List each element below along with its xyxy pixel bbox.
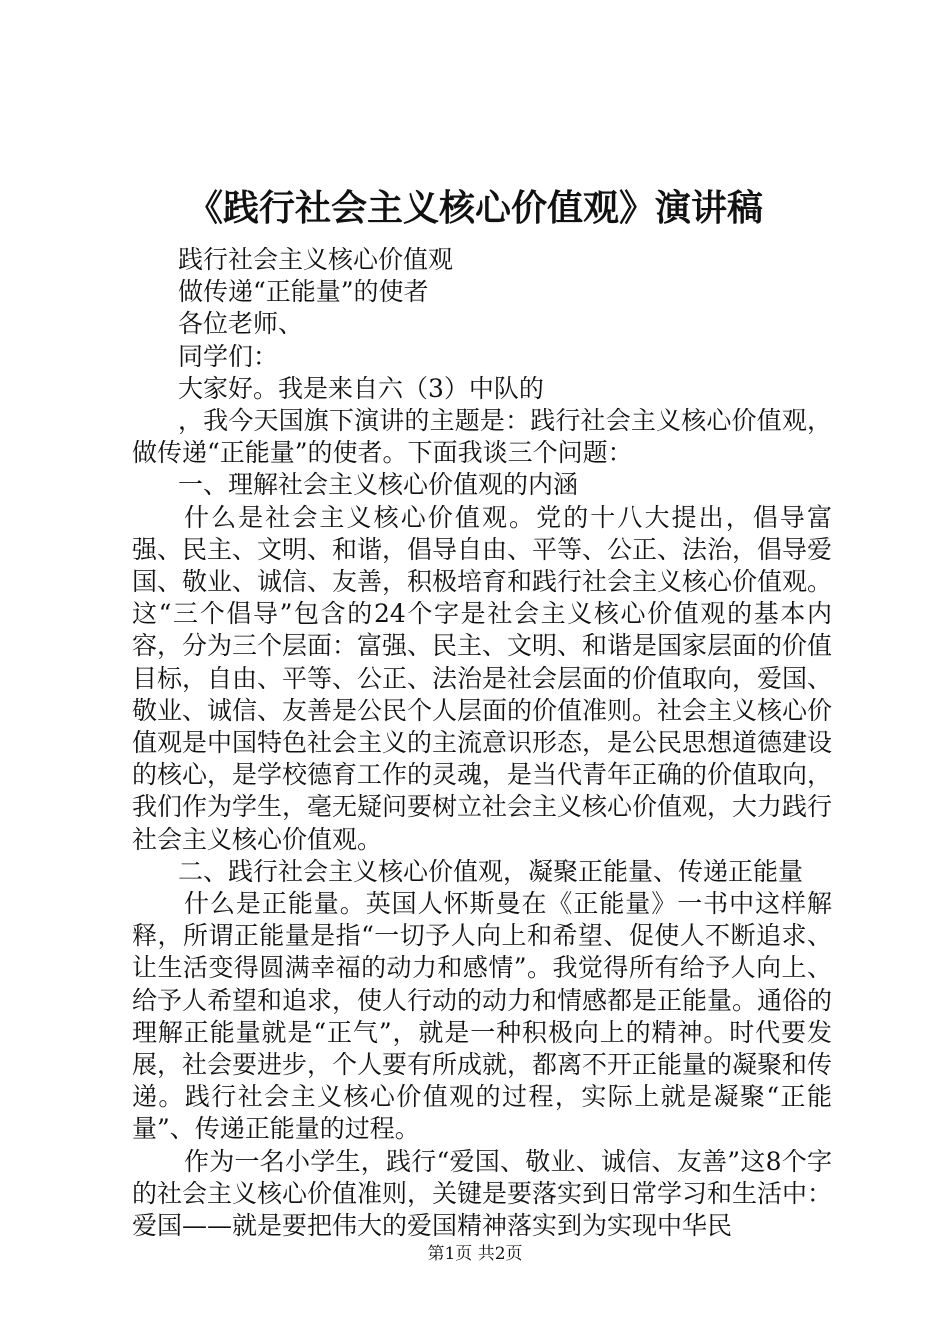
paragraph-body-3: 作为一名小学生，践行“爱国、敬业、诚信、友善”这8个字的社会主义核心价值准则，关键是要落实到日常学习和生活中：爱国——就是要把伟大的爱国精神落实到为实现中华民 (132, 1146, 833, 1241)
paragraph-salutation-2: 同学们： (178, 341, 279, 371)
paragraph-salutation-1: 各位老师、 (178, 309, 304, 339)
paragraph-intro: ，我今天国旗下演讲的主题是：践行社会主义核心价值观，做传递“正能量”的使者。下面我谈三个问题： (132, 406, 832, 468)
document-body (132, 244, 832, 1242)
paragraph-heading-1: 一、理解社会主义核心价值观的内涵 (178, 470, 579, 500)
page-footer: 第1页 共2页 (427, 1244, 523, 1264)
paragraph-heading-2: 二、践行社会主义核心价值观，凝聚正能量、传递正能量 (178, 856, 804, 886)
paragraph-greeting: 大家好。我是来自六（3）中队的 (178, 373, 544, 403)
paragraph-body-1: 什么是社会主义核心价值观。党的十八大提出，倡导富强、民主、文明、和谐，倡导自由、平等、公正、法治，倡导爱国、敬业、诚信、友善，积极培育和践行社会主义核心价值观。这“三个倡导”包含的24个字是社会主义核心价值观的基本内容，分为三个层面：富强、民主、文明、和谐是国家层面的价值目标，自由、平等、公正、法治是社会层面的价值取向，爱国、敬业、诚信、友善是公民个人层面的价值准则。社会主义核心价值观是中国特色社会主义的主流意识形态，是公民思想道德建设的核心，是学校德育工作的灵魂，是当代青年正确的价值取向，我们作为学生，毫无疑问要树立社会主义核心价值观，大力践行社会主义核心价值观。 (132, 502, 833, 854)
document-title: 《践行社会主义核心价值观》演讲稿 (186, 187, 763, 229)
paragraph-subtitle-2: 做传递“正能量”的使者 (178, 277, 429, 307)
paragraph-body-2: 什么是正能量。英国人怀斯曼在《正能量》一书中这样解释，所谓正能量是指“一切予人向上和希望、促使人不断追求、让生活变得圆满幸福的动力和感情”。我觉得所有给予人向上、给予人希望和追求，使人行动的动力和情感都是正能量。通俗的理解正能量就是“正气”，就是一种积极向上的精神。时代要发展，社会要进步，个人要有所成就，都离不开正能量的凝聚和传递。践行社会主义核心价值观的过程，实际上就是凝聚“正能量”、传递正能量的过程。 (132, 889, 833, 1144)
paragraph-subtitle-1: 践行社会主义核心价值观 (178, 245, 454, 274)
